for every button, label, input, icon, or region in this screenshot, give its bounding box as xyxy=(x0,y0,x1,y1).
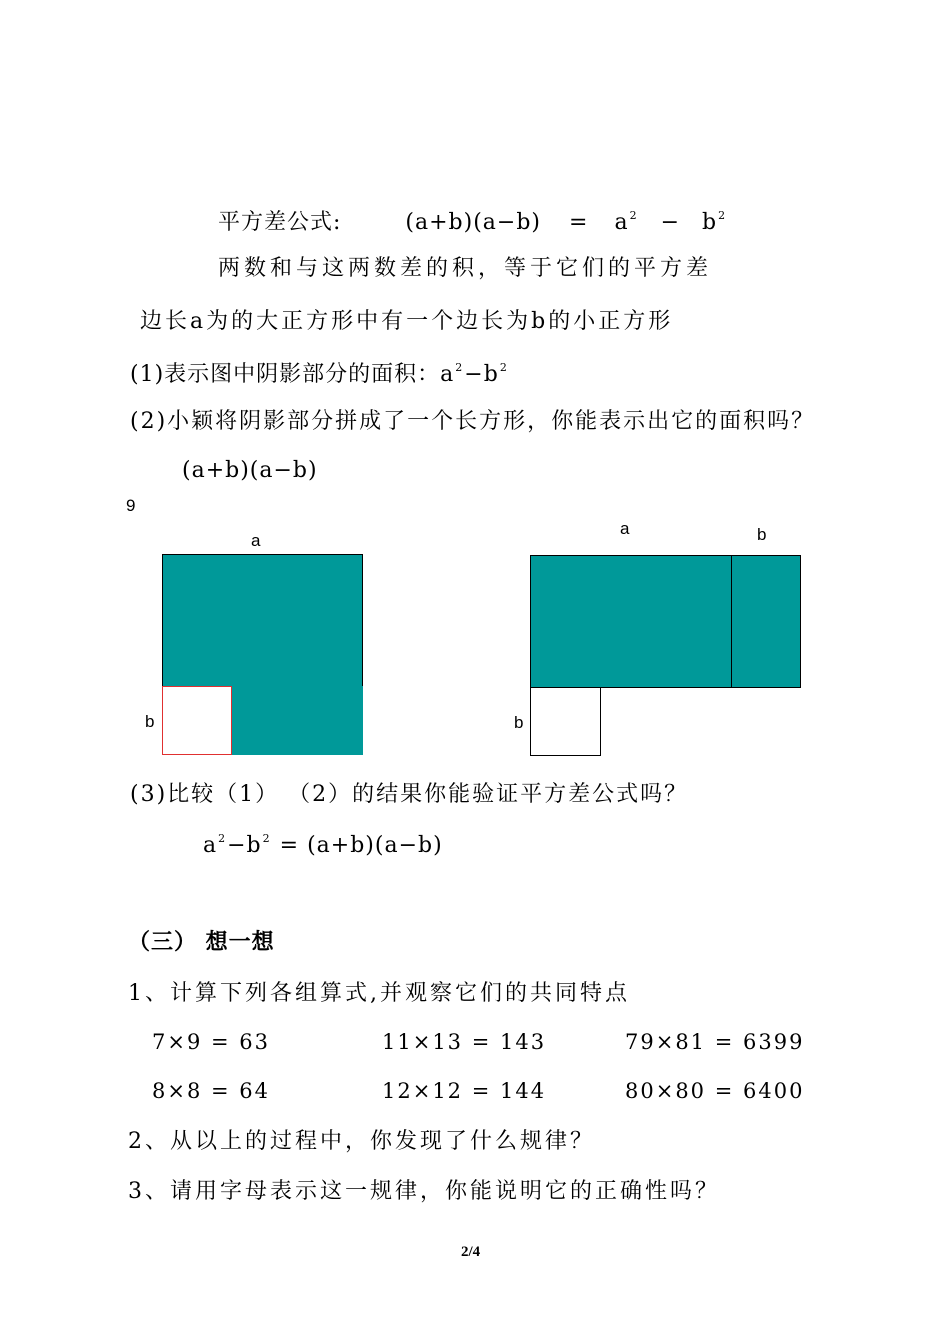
question-3-a-exponent: 2 xyxy=(218,832,227,845)
right-figure-side-rect xyxy=(731,555,801,688)
item-2: 2、从以上的过程中，你发现了什么规律？ xyxy=(128,1129,595,1154)
formula-statement: 两数和与这两数差的积，等于它们的平方差 xyxy=(218,256,713,281)
question-3-rhs: = (a+b)(a−b) xyxy=(271,833,443,858)
formula-b-exponent: 2 xyxy=(718,209,727,222)
question-1-b-exponent: 2 xyxy=(499,361,508,374)
left-figure-label-b: b xyxy=(145,712,155,731)
calc-r1-c3: 79×81 = 6399 xyxy=(625,1030,805,1054)
page-number: 2/4 xyxy=(461,1244,481,1260)
question-2: (2)小颖将阴影部分拼成了一个长方形，你能表示出它的面积吗？ xyxy=(130,409,816,434)
left-figure-small-square xyxy=(162,686,232,755)
left-figure-label-a: a xyxy=(251,531,261,550)
right-figure-small-square xyxy=(530,687,601,756)
section-heading: （三） 想一想 xyxy=(128,930,275,955)
item-1: 1、计算下列各组算式,并观察它们的共同特点 xyxy=(128,981,630,1006)
question-3-b: −b xyxy=(227,833,262,858)
right-figure-label-side-b: b xyxy=(514,713,524,732)
question-1-a: a xyxy=(440,362,455,387)
question-1-b: −b xyxy=(464,362,499,387)
right-figure-main-rect xyxy=(530,555,732,688)
setup-text: 边长a为的大正方形中有一个边长为b的小正方形 xyxy=(140,309,674,334)
question-1 xyxy=(130,362,509,386)
question-2-answer: (a+b)(a−b) xyxy=(182,458,318,483)
calc-r1-c1: 7×9 = 63 xyxy=(152,1030,270,1054)
calc-r1-c2: 11×13 = 143 xyxy=(382,1030,547,1054)
formula-a-exponent: 2 xyxy=(629,209,638,222)
question-3: (3)比较（1） （2）的结果你能验证平方差公式吗？ xyxy=(130,782,689,807)
left-figure-top-rect xyxy=(162,554,363,687)
calc-r2-c1: 8×8 = 64 xyxy=(152,1079,270,1103)
formula-line xyxy=(218,210,727,234)
formula-lhs: (a+b)(a−b) xyxy=(405,210,542,235)
question-1-text: (1)表示图中阴影部分的面积： xyxy=(130,362,441,387)
formula-minus: − xyxy=(660,210,681,235)
calc-r2-c3: 80×80 = 6400 xyxy=(625,1079,805,1103)
formula-b: b xyxy=(702,210,718,235)
question-3-answer xyxy=(203,833,443,857)
question-3-b-exponent: 2 xyxy=(262,832,271,845)
formula-equals: = xyxy=(569,210,589,235)
left-figure-bottom-rect xyxy=(231,686,363,755)
figure-number: 9 xyxy=(126,496,136,515)
formula-a: a xyxy=(614,210,629,235)
calc-r2-c2: 12×12 = 144 xyxy=(382,1079,547,1103)
formula-label: 平方差公式: xyxy=(218,210,342,235)
question-1-a-exponent: 2 xyxy=(455,361,464,374)
right-figure-label-b: b xyxy=(757,525,767,544)
right-figure-label-a: a xyxy=(620,519,630,538)
question-3-a: a xyxy=(203,833,218,858)
item-3: 3、请用字母表示这一规律，你能说明它的正确性吗？ xyxy=(128,1179,720,1204)
